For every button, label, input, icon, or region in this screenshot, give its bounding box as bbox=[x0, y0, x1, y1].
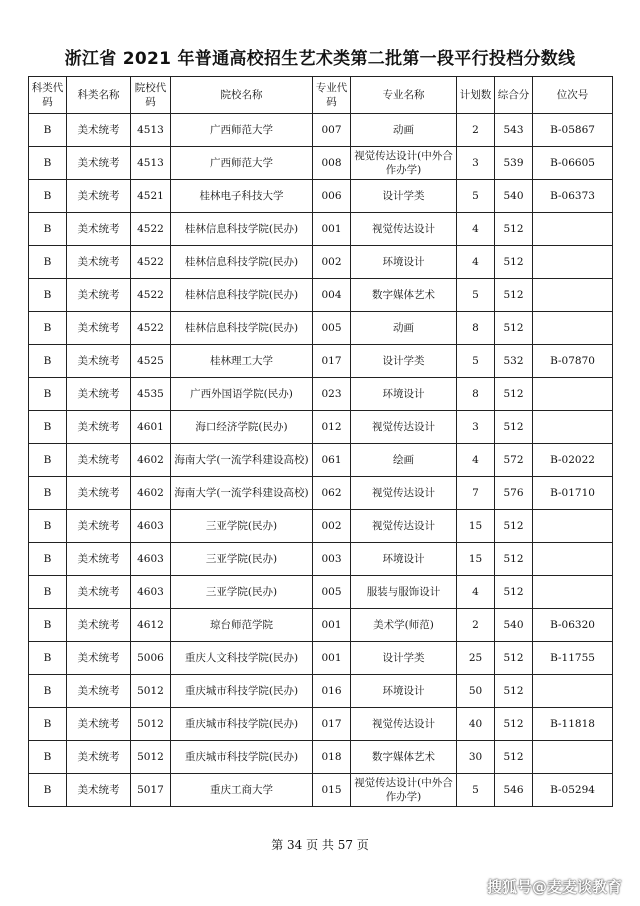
cell-school-name: 三亚学院(民办) bbox=[171, 543, 313, 576]
cell-category-name: 美术统考 bbox=[67, 114, 131, 147]
cell-rank bbox=[533, 279, 613, 312]
table-row bbox=[29, 312, 613, 345]
cell-plan-count: 4 bbox=[457, 213, 495, 246]
cell-total-score: 572 bbox=[495, 444, 533, 477]
cell-school-name: 广西外国语学院(民办) bbox=[171, 378, 313, 411]
cell-total-score: 512 bbox=[495, 708, 533, 741]
cell-plan-count: 4 bbox=[457, 246, 495, 279]
cell-major-name: 绘画 bbox=[351, 444, 457, 477]
cell-school-name: 海南大学(一流学科建设高校) bbox=[171, 477, 313, 510]
table-row bbox=[29, 741, 613, 774]
cell-major-name: 动画 bbox=[351, 312, 457, 345]
cell-rank bbox=[533, 543, 613, 576]
table-row bbox=[29, 213, 613, 246]
cell-major-name: 设计学类 bbox=[351, 345, 457, 378]
cell-school-name: 广西师范大学 bbox=[171, 147, 313, 180]
header-school-name: 院校名称 bbox=[171, 77, 313, 114]
cell-total-score: 512 bbox=[495, 741, 533, 774]
cell-major-code: 005 bbox=[313, 312, 351, 345]
header-major-name: 专业名称 bbox=[351, 77, 457, 114]
cell-plan-count: 25 bbox=[457, 642, 495, 675]
cell-major-name: 数字媒体艺术 bbox=[351, 741, 457, 774]
header-plan-count: 计划数 bbox=[457, 77, 495, 114]
cell-rank bbox=[533, 213, 613, 246]
cell-rank: B-11818 bbox=[533, 708, 613, 741]
cell-major-name: 设计学类 bbox=[351, 642, 457, 675]
cell-major-code: 008 bbox=[313, 147, 351, 180]
header-category-code: 科类代码 bbox=[29, 77, 67, 114]
cell-total-score: 512 bbox=[495, 675, 533, 708]
cell-major-name: 环境设计 bbox=[351, 378, 457, 411]
cell-total-score: 512 bbox=[495, 510, 533, 543]
cell-major-name: 环境设计 bbox=[351, 543, 457, 576]
cell-major-name: 环境设计 bbox=[351, 246, 457, 279]
cell-school-code: 4602 bbox=[131, 477, 171, 510]
cell-rank: B-05867 bbox=[533, 114, 613, 147]
cell-category-code: B bbox=[29, 378, 67, 411]
cell-rank: B-06320 bbox=[533, 609, 613, 642]
cell-major-name: 视觉传达设计 bbox=[351, 411, 457, 444]
page-footer: 第 34 页 共 57 页 bbox=[271, 838, 369, 852]
cell-total-score: 512 bbox=[495, 279, 533, 312]
table-row bbox=[29, 378, 613, 411]
cell-school-code: 4535 bbox=[131, 378, 171, 411]
cell-rank bbox=[533, 411, 613, 444]
cell-school-code: 4602 bbox=[131, 444, 171, 477]
score-table bbox=[28, 76, 613, 807]
table-row bbox=[29, 345, 613, 378]
cell-category-code: B bbox=[29, 345, 67, 378]
cell-rank bbox=[533, 312, 613, 345]
cell-major-code: 002 bbox=[313, 510, 351, 543]
cell-major-code: 001 bbox=[313, 609, 351, 642]
cell-school-code: 4522 bbox=[131, 279, 171, 312]
table-row bbox=[29, 675, 613, 708]
cell-school-name: 桂林信息科技学院(民办) bbox=[171, 213, 313, 246]
cell-school-code: 5017 bbox=[131, 774, 171, 807]
cell-category-code: B bbox=[29, 213, 67, 246]
cell-school-code: 5012 bbox=[131, 741, 171, 774]
cell-category-code: B bbox=[29, 444, 67, 477]
cell-major-code: 018 bbox=[313, 741, 351, 774]
cell-category-name: 美术统考 bbox=[67, 576, 131, 609]
cell-category-name: 美术统考 bbox=[67, 675, 131, 708]
cell-major-name: 视觉传达设计 bbox=[351, 213, 457, 246]
cell-total-score: 539 bbox=[495, 147, 533, 180]
cell-school-code: 4612 bbox=[131, 609, 171, 642]
cell-total-score: 576 bbox=[495, 477, 533, 510]
table-header-row bbox=[29, 77, 613, 114]
cell-school-code: 4513 bbox=[131, 114, 171, 147]
table-row bbox=[29, 114, 613, 147]
table-row bbox=[29, 708, 613, 741]
cell-school-code: 5006 bbox=[131, 642, 171, 675]
cell-school-code: 5012 bbox=[131, 675, 171, 708]
cell-major-name: 服装与服饰设计 bbox=[351, 576, 457, 609]
cell-school-code: 4603 bbox=[131, 543, 171, 576]
cell-category-code: B bbox=[29, 708, 67, 741]
table-row bbox=[29, 576, 613, 609]
cell-school-code: 4521 bbox=[131, 180, 171, 213]
cell-total-score: 532 bbox=[495, 345, 533, 378]
cell-major-name: 环境设计 bbox=[351, 675, 457, 708]
cell-plan-count: 4 bbox=[457, 576, 495, 609]
cell-category-code: B bbox=[29, 642, 67, 675]
cell-category-name: 美术统考 bbox=[67, 708, 131, 741]
cell-major-name: 视觉传达设计 bbox=[351, 477, 457, 510]
cell-major-name: 动画 bbox=[351, 114, 457, 147]
cell-total-score: 540 bbox=[495, 609, 533, 642]
cell-major-code: 061 bbox=[313, 444, 351, 477]
cell-school-name: 桂林理工大学 bbox=[171, 345, 313, 378]
cell-category-code: B bbox=[29, 279, 67, 312]
cell-category-name: 美术统考 bbox=[67, 312, 131, 345]
cell-school-code: 4522 bbox=[131, 312, 171, 345]
cell-rank bbox=[533, 741, 613, 774]
cell-plan-count: 40 bbox=[457, 708, 495, 741]
cell-category-name: 美术统考 bbox=[67, 246, 131, 279]
header-rank: 位次号 bbox=[533, 77, 613, 114]
watermark: 搜狐号@麦麦谈教育 bbox=[486, 878, 622, 896]
header-major-code: 专业代码 bbox=[313, 77, 351, 114]
cell-category-name: 美术统考 bbox=[67, 213, 131, 246]
table-row bbox=[29, 543, 613, 576]
cell-major-name: 视觉传达设计(中外合作办学) bbox=[351, 147, 457, 180]
cell-school-name: 海南大学(一流学科建设高校) bbox=[171, 444, 313, 477]
cell-major-code: 001 bbox=[313, 642, 351, 675]
cell-plan-count: 3 bbox=[457, 147, 495, 180]
cell-plan-count: 5 bbox=[457, 345, 495, 378]
cell-major-name: 视觉传达设计 bbox=[351, 708, 457, 741]
cell-school-code: 4522 bbox=[131, 213, 171, 246]
cell-plan-count: 30 bbox=[457, 741, 495, 774]
cell-major-code: 012 bbox=[313, 411, 351, 444]
table-row bbox=[29, 279, 613, 312]
cell-plan-count: 5 bbox=[457, 180, 495, 213]
cell-school-name: 重庆工商大学 bbox=[171, 774, 313, 807]
cell-rank: B-05294 bbox=[533, 774, 613, 807]
cell-school-code: 4513 bbox=[131, 147, 171, 180]
table-row bbox=[29, 477, 613, 510]
cell-category-code: B bbox=[29, 576, 67, 609]
cell-plan-count: 8 bbox=[457, 312, 495, 345]
cell-total-score: 512 bbox=[495, 543, 533, 576]
cell-school-code: 4603 bbox=[131, 510, 171, 543]
cell-major-code: 023 bbox=[313, 378, 351, 411]
cell-school-name: 桂林信息科技学院(民办) bbox=[171, 279, 313, 312]
table-row bbox=[29, 444, 613, 477]
cell-category-name: 美术统考 bbox=[67, 345, 131, 378]
cell-rank bbox=[533, 510, 613, 543]
cell-total-score: 512 bbox=[495, 642, 533, 675]
cell-school-code: 4603 bbox=[131, 576, 171, 609]
cell-major-name: 设计学类 bbox=[351, 180, 457, 213]
cell-major-name: 数字媒体艺术 bbox=[351, 279, 457, 312]
cell-rank: B-01710 bbox=[533, 477, 613, 510]
cell-plan-count: 5 bbox=[457, 774, 495, 807]
cell-plan-count: 8 bbox=[457, 378, 495, 411]
cell-school-name: 海口经济学院(民办) bbox=[171, 411, 313, 444]
cell-major-code: 004 bbox=[313, 279, 351, 312]
cell-rank bbox=[533, 576, 613, 609]
cell-school-name: 琼台师范学院 bbox=[171, 609, 313, 642]
cell-school-code: 4601 bbox=[131, 411, 171, 444]
cell-plan-count: 15 bbox=[457, 543, 495, 576]
cell-category-name: 美术统考 bbox=[67, 510, 131, 543]
cell-category-name: 美术统考 bbox=[67, 411, 131, 444]
cell-rank: B-07870 bbox=[533, 345, 613, 378]
cell-category-code: B bbox=[29, 510, 67, 543]
cell-category-name: 美术统考 bbox=[67, 543, 131, 576]
cell-rank bbox=[533, 378, 613, 411]
cell-plan-count: 2 bbox=[457, 609, 495, 642]
cell-school-code: 4522 bbox=[131, 246, 171, 279]
cell-category-code: B bbox=[29, 147, 67, 180]
cell-major-code: 062 bbox=[313, 477, 351, 510]
table-row bbox=[29, 510, 613, 543]
cell-category-name: 美术统考 bbox=[67, 180, 131, 213]
cell-category-code: B bbox=[29, 774, 67, 807]
cell-category-code: B bbox=[29, 543, 67, 576]
cell-major-name: 视觉传达设计(中外合作办学) bbox=[351, 774, 457, 807]
cell-plan-count: 50 bbox=[457, 675, 495, 708]
cell-school-name: 桂林电子科技大学 bbox=[171, 180, 313, 213]
cell-total-score: 512 bbox=[495, 312, 533, 345]
cell-plan-count: 7 bbox=[457, 477, 495, 510]
cell-school-code: 5012 bbox=[131, 708, 171, 741]
cell-category-name: 美术统考 bbox=[67, 741, 131, 774]
cell-category-code: B bbox=[29, 411, 67, 444]
cell-category-code: B bbox=[29, 675, 67, 708]
header-category-name: 科类名称 bbox=[67, 77, 131, 114]
cell-category-name: 美术统考 bbox=[67, 147, 131, 180]
cell-total-score: 540 bbox=[495, 180, 533, 213]
cell-school-name: 重庆城市科技学院(民办) bbox=[171, 741, 313, 774]
cell-rank: B-11755 bbox=[533, 642, 613, 675]
cell-category-name: 美术统考 bbox=[67, 609, 131, 642]
cell-category-code: B bbox=[29, 477, 67, 510]
cell-category-name: 美术统考 bbox=[67, 378, 131, 411]
header-total-score: 综合分 bbox=[495, 77, 533, 114]
table-row bbox=[29, 180, 613, 213]
cell-category-name: 美术统考 bbox=[67, 444, 131, 477]
cell-school-name: 重庆城市科技学院(民办) bbox=[171, 708, 313, 741]
cell-rank: B-02022 bbox=[533, 444, 613, 477]
cell-school-name: 三亚学院(民办) bbox=[171, 510, 313, 543]
table-row bbox=[29, 411, 613, 444]
table-row bbox=[29, 774, 613, 807]
cell-plan-count: 3 bbox=[457, 411, 495, 444]
cell-major-code: 007 bbox=[313, 114, 351, 147]
cell-category-code: B bbox=[29, 312, 67, 345]
cell-major-code: 006 bbox=[313, 180, 351, 213]
cell-total-score: 512 bbox=[495, 246, 533, 279]
cell-rank bbox=[533, 246, 613, 279]
table-row bbox=[29, 246, 613, 279]
cell-total-score: 512 bbox=[495, 213, 533, 246]
cell-rank: B-06373 bbox=[533, 180, 613, 213]
cell-category-code: B bbox=[29, 741, 67, 774]
table-row bbox=[29, 642, 613, 675]
table-body bbox=[29, 114, 613, 807]
cell-rank: B-06605 bbox=[533, 147, 613, 180]
cell-major-code: 005 bbox=[313, 576, 351, 609]
page-title: 浙江省 2021 年普通高校招生艺术类第二批第一段平行投档分数线 bbox=[64, 49, 576, 69]
cell-plan-count: 15 bbox=[457, 510, 495, 543]
cell-category-name: 美术统考 bbox=[67, 279, 131, 312]
cell-category-code: B bbox=[29, 114, 67, 147]
table-row bbox=[29, 147, 613, 180]
cell-school-name: 重庆人文科技学院(民办) bbox=[171, 642, 313, 675]
cell-total-score: 543 bbox=[495, 114, 533, 147]
cell-category-name: 美术统考 bbox=[67, 642, 131, 675]
cell-school-name: 桂林信息科技学院(民办) bbox=[171, 312, 313, 345]
cell-major-code: 003 bbox=[313, 543, 351, 576]
cell-plan-count: 2 bbox=[457, 114, 495, 147]
cell-total-score: 512 bbox=[495, 576, 533, 609]
cell-major-code: 001 bbox=[313, 213, 351, 246]
cell-school-code: 4525 bbox=[131, 345, 171, 378]
header-school-code: 院校代码 bbox=[131, 77, 171, 114]
cell-major-name: 美术学(师范) bbox=[351, 609, 457, 642]
cell-major-name: 视觉传达设计 bbox=[351, 510, 457, 543]
cell-school-name: 广西师范大学 bbox=[171, 114, 313, 147]
cell-major-code: 002 bbox=[313, 246, 351, 279]
cell-plan-count: 5 bbox=[457, 279, 495, 312]
cell-plan-count: 4 bbox=[457, 444, 495, 477]
table-row bbox=[29, 609, 613, 642]
cell-category-code: B bbox=[29, 609, 67, 642]
cell-category-code: B bbox=[29, 180, 67, 213]
cell-school-name: 重庆城市科技学院(民办) bbox=[171, 675, 313, 708]
cell-total-score: 546 bbox=[495, 774, 533, 807]
cell-school-name: 三亚学院(民办) bbox=[171, 576, 313, 609]
cell-total-score: 512 bbox=[495, 411, 533, 444]
cell-major-code: 017 bbox=[313, 708, 351, 741]
cell-category-name: 美术统考 bbox=[67, 774, 131, 807]
cell-category-code: B bbox=[29, 246, 67, 279]
cell-rank bbox=[533, 675, 613, 708]
cell-major-code: 016 bbox=[313, 675, 351, 708]
cell-category-name: 美术统考 bbox=[67, 477, 131, 510]
cell-major-code: 017 bbox=[313, 345, 351, 378]
cell-major-code: 015 bbox=[313, 774, 351, 807]
cell-school-name: 桂林信息科技学院(民办) bbox=[171, 246, 313, 279]
cell-total-score: 512 bbox=[495, 378, 533, 411]
